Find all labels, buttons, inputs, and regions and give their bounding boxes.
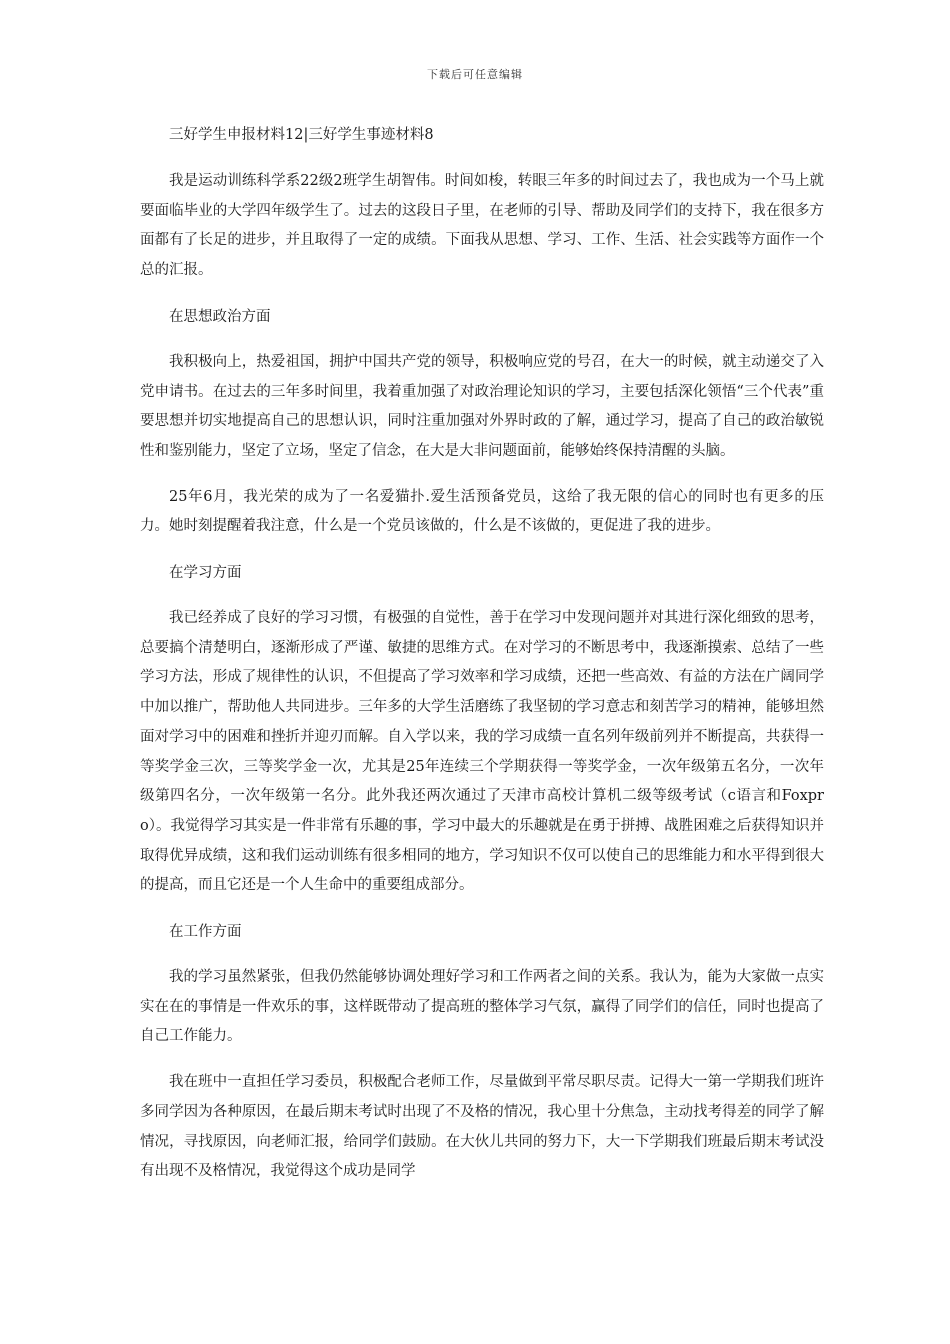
paragraph-party: 25年6月，我光荣的成为了一名爱猫扑.爱生活预备党员，这给了我无限的信心的同时也有更多的压力。她时刻提醒着我注意，什么是一个党员该做的，什么是不该做的，更促进了我的进步。 <box>140 488 824 535</box>
paragraph-committee: 我在班中一直担任学习委员，积极配合老师工作，尽量做到平常尽职尽责。记得大一第一学期我们班许多同学因为各种原因，在最后期末考试时出现了不及格的情况，我心里十分焦急，主动找考得差的同学了解情况，寻找原因，向老师汇报，给同学们鼓励。在大伙儿共同的努力下，大一下学期我们班最后期末考试没有出现不及格情况，我觉得这个成功是同学 <box>140 1074 824 1180</box>
paragraph-politics: 我积极向上，热爱祖国，拥护中国共产党的领导，积极响应党的号召，在大一的时候，就主动递交了入党申请书。在过去的三年多时间里，我着重加强了对政治理论知识的学习，主要包括深化领悟“三个代表”重要思想并切实地提高自己的思想认识，同时注重加强对外界时政的了解，通过学习，提高了自己的政治敏锐性和鉴别能力，坚定了立场，坚定了信念，在大是大非问题面前，能够始终保持清醒的头脑。 <box>140 353 824 459</box>
section-heading-politics: 在思想政治方面 <box>169 308 271 325</box>
section-heading-study: 在学习方面 <box>169 565 242 582</box>
paragraph-study: 我已经养成了良好的学习习惯，有极强的自觉性，善于在学习中发现问题并对其进行深化细致的思考，总要搞个清楚明白，逐渐形成了严谨、敏捷的思维方式。在对学习的不断思考中，我逐渐摸索、总结了一些学习方法，形成了规律性的认识，不但提高了学习效率和学习成绩，还把一些高效、有益的方法在广阔同学中加以推广，帮助他人共同进步。三年多的大学生活磨练了我坚韧的学习意志和刻苦学习的精神，能够坦然面对学习中的困难和挫折并迎刃而解。自入学以来，我的学习成绩一直名列年级前列并不断提高，共获得一等奖学金三次，三等奖学金一次，尤其是25年连续三个学期获得一等奖学金，一次年级第五名分，一次年级第四名分，一次年级第一名分。此外我还两次通过了天津市高校计算机二级等级考试（c语言和Foxpro）。我觉得学习其实是一件非常有乐趣的事，学习中最大的乐趣就是在勇于拼搏、战胜困难之后获得知识并取得优异成绩，这和我们运动训练有很多相同的地方，学习知识不仅可以使自己的思维能力和水平得到很大的提高，而且它还是一个人生命中的重要组成部分。 <box>140 610 824 894</box>
paragraph-work: 我的学习虽然紧张，但我仍然能够协调处理好学习和工作两者之间的关系。我认为，能为大家做一点实实在在的事情是一件欢乐的事，这样既带动了提高班的整体学习气氛，赢得了同学们的信任，同时也提高了自己工作能力。 <box>140 969 824 1045</box>
paragraph-intro: 我是运动训练科学系22级2班学生胡智伟。时间如梭，转眼三年多的时间过去了，我也成为一个马上就要面临毕业的大学四年级学生了。过去的这段日子里，在老师的引导、帮助及同学们的支持下，我在很多方面都有了长足的进步，并且取得了一定的成绩。下面我从思想、学习、工作、生活、社会实践等方面作一个总的汇报。 <box>140 173 824 279</box>
header-note: 下载后可任意编辑 <box>427 68 523 81</box>
section-heading-work: 在工作方面 <box>169 924 242 941</box>
document-title: 三好学生申报材料12|三好学生事迹材料8 <box>169 127 434 143</box>
document-body <box>140 120 824 1203</box>
